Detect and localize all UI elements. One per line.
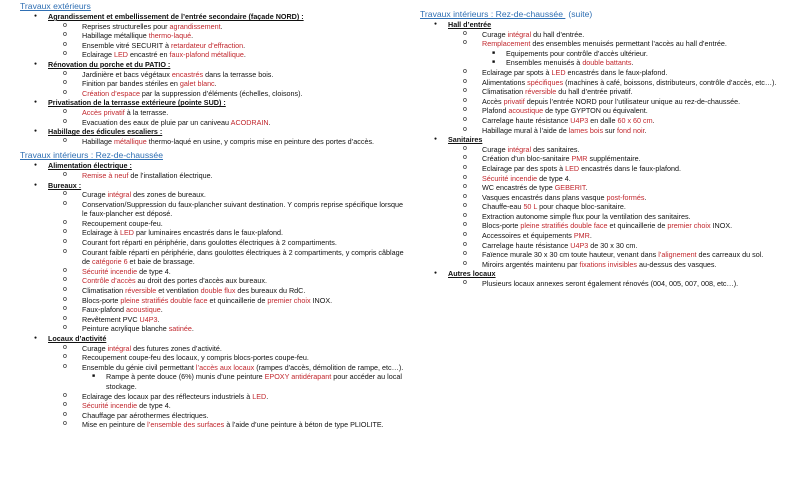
- text-segment: .: [652, 115, 655, 125]
- highlighted-text: GEBERIT: [554, 183, 586, 193]
- section-title-suffix: (suite): [568, 9, 593, 19]
- highlighted-text: l’ensemble des surfaces: [147, 420, 225, 430]
- text-segment: Extraction autonome simple flux pour la ventilation des sanitaires.: [482, 211, 691, 221]
- text-segment: Eclairage par spots à: [482, 67, 552, 77]
- list-item: [420, 279, 795, 289]
- highlighted-text: retardateur d’effraction: [170, 40, 244, 50]
- subsection: [20, 127, 405, 146]
- highlighted-text: acoustique: [125, 305, 161, 315]
- list-item: [420, 212, 795, 222]
- list-item: [20, 248, 405, 267]
- subsection: [20, 334, 405, 430]
- highlighted-text: PMR: [571, 154, 588, 164]
- text-segment: .: [214, 79, 217, 89]
- highlighted-text: double flux: [200, 286, 236, 296]
- text-segment: des ensembles menuisés permettant l’accès au hall d’entrée.: [530, 39, 727, 49]
- highlighted-text: Remise à neuf: [82, 170, 129, 180]
- highlighted-text: LED: [252, 391, 267, 401]
- highlighted-text: encastrés: [171, 69, 204, 79]
- highlighted-text: l’accès aux locaux: [195, 362, 255, 372]
- text-segment: Conservation/Suppression du faux-plancher suivant destination. Y compris reprise spécifique lorsque le faux-plancher est déposé.: [82, 199, 403, 219]
- text-segment: Habillage mural à l’aide de: [482, 125, 569, 135]
- text-segment: Vasques encastrés dans plans vasque: [482, 192, 607, 202]
- list-item: [20, 411, 405, 421]
- text-segment: Eclairage par des spots à: [482, 163, 566, 173]
- text-segment: Blocs-porte: [82, 295, 121, 305]
- item-list: [420, 279, 795, 289]
- list-item: [420, 106, 795, 116]
- text-segment: Recoupement coupe-feu des locaux, y compris blocs-portes coupe-feu.: [82, 353, 309, 363]
- item-list: [20, 190, 405, 334]
- text-segment: Ensemble du génie civil permettant: [82, 362, 196, 372]
- text-segment: par la suppression d’éléments (échelles, cloisons).: [139, 88, 303, 98]
- list-item: [20, 137, 405, 147]
- list-item: [20, 315, 405, 325]
- text-segment: et baie de brassage.: [127, 257, 195, 267]
- list-item: [420, 116, 795, 126]
- subsection-heading: ● Autres locaux: [420, 269, 795, 279]
- section-title-text: Travaux intérieurs : Rez-de-chaussée: [420, 9, 563, 19]
- text-segment: thermo-laqué en usine, y compris mise en peinture des portes d’accès.: [146, 136, 375, 146]
- subsection-heading: ● Habillage des édicules escaliers :: [20, 127, 405, 137]
- list-item: [20, 22, 405, 32]
- highlighted-text: fond noir: [617, 125, 645, 135]
- text-segment: (machines à café, boissons, distributeurs, contrôle d’accès, etc…).: [563, 77, 777, 87]
- text-segment: de type 4.: [137, 266, 171, 276]
- text-segment: de type 4.: [137, 401, 171, 411]
- text-segment: Curage: [482, 29, 508, 39]
- list-item: [20, 219, 405, 229]
- nested-list-item: [420, 49, 795, 59]
- text-segment: .: [644, 192, 647, 202]
- text-segment: Jardinière et bacs végétaux: [82, 69, 172, 79]
- subsection-heading: ● Hall d’entrée: [420, 20, 795, 30]
- highlighted-text: intégral: [507, 29, 532, 39]
- highlighted-text: fixations invisibles: [579, 259, 638, 269]
- list-item: [20, 50, 405, 60]
- text-segment: Carrelage haute résistance: [482, 115, 571, 125]
- text-segment: pour chaque bloc-sanitaire.: [537, 202, 626, 212]
- nested-item-list: [420, 49, 795, 68]
- text-segment: Blocs-porte: [482, 221, 521, 231]
- list-item: [20, 228, 405, 238]
- highlighted-text: Sécurité incendie: [82, 266, 138, 276]
- item-list: [20, 22, 405, 60]
- subsection-heading: ● Sanitaires: [420, 135, 795, 145]
- highlighted-text: EPOXY antidérapant: [264, 372, 332, 382]
- highlighted-text: galet blanc: [179, 79, 215, 89]
- text-segment: Ensemble vitré SECURIT à: [82, 40, 171, 50]
- nested-list-item: [420, 58, 795, 68]
- text-segment: du hall d’entrée.: [531, 29, 585, 39]
- highlighted-text: métallique: [113, 136, 147, 146]
- text-segment: Alimentations: [482, 77, 528, 87]
- list-item: [20, 324, 405, 334]
- text-segment: .: [644, 125, 647, 135]
- text-segment: Mise en peinture de: [82, 420, 148, 430]
- list-item: [20, 353, 405, 363]
- text-segment: des futures zones d’activité.: [131, 343, 222, 353]
- highlighted-text: ACODRAIN: [230, 117, 269, 127]
- text-segment: .: [631, 58, 634, 68]
- text-segment: Courant faible réparti en périphérie, dans goulottes électriques à 2 compartiments, y compris câblage de: [82, 247, 404, 267]
- highlighted-text: Accès privatif: [82, 107, 125, 117]
- list-item: [420, 250, 795, 260]
- section-title-exterior: Travaux extérieurs: [20, 1, 91, 11]
- list-item: [420, 126, 795, 136]
- text-segment: de type 4.: [537, 173, 571, 183]
- list-item: [20, 420, 405, 430]
- item-list: [20, 344, 405, 430]
- text-segment: Habillage: [82, 136, 114, 146]
- highlighted-text: premier choix: [267, 295, 311, 305]
- text-segment: à l’aide d’une peinture à béton de type PLIOLITE.: [224, 420, 384, 430]
- subsection: [420, 135, 795, 269]
- section-title-interior: Travaux intérieurs : Rez-de-chaussée: [20, 150, 163, 161]
- list-item: [20, 286, 405, 296]
- highlighted-text: pleine stratifiés double face: [520, 221, 608, 231]
- highlighted-text: Contrôle d’accès: [82, 276, 136, 286]
- text-segment: .: [157, 314, 160, 324]
- text-segment: Revêtement PVC: [82, 314, 140, 324]
- text-segment: Curage: [482, 144, 508, 154]
- list-item: [20, 344, 405, 354]
- text-segment: encastrés dans le faux-plafond.: [579, 163, 681, 173]
- text-segment: supplémentaire.: [587, 154, 641, 164]
- highlighted-text: intégral: [107, 190, 132, 200]
- highlighted-text: réversible: [525, 87, 557, 97]
- text-segment: des sanitaires.: [531, 144, 580, 154]
- section-title-interior-continued: [420, 9, 795, 20]
- text-segment: et quincaillerie de: [207, 295, 268, 305]
- text-segment: de type GYPTON ou équivalent.: [543, 106, 648, 116]
- list-item: [420, 164, 795, 174]
- text-segment: des bureaux du RdC.: [235, 286, 306, 296]
- list-item: [20, 31, 405, 41]
- text-segment: de 30 x 30 cm.: [588, 240, 638, 250]
- text-segment: INOX.: [710, 221, 733, 231]
- highlighted-text: pleine stratifiés double face: [120, 295, 208, 305]
- subsection-heading: ● Locaux d’activité: [20, 334, 405, 344]
- nested-item-list: [20, 372, 405, 391]
- text-segment: encastré en: [127, 50, 170, 60]
- highlighted-text: LED: [565, 163, 580, 173]
- text-segment: .: [243, 40, 246, 50]
- text-segment: Evacuation des eaux de pluie par un caniveau: [82, 117, 231, 127]
- list-item: [420, 87, 795, 97]
- list-item: [20, 41, 405, 51]
- item-list: [420, 145, 795, 270]
- highlighted-text: U4P3: [139, 314, 158, 324]
- subsection: [20, 60, 405, 98]
- list-item: [420, 145, 795, 155]
- text-segment: (rampes d’accès, démolition de rampe, etc…).: [254, 362, 404, 372]
- list-item: [420, 260, 795, 270]
- highlighted-text: intégral: [507, 144, 532, 154]
- text-segment: Chauffage par aérothermes électriques.: [82, 410, 209, 420]
- text-segment: depuis l’entrée NORD pour l’utilisateur unique au rez-de-chaussée.: [524, 96, 741, 106]
- subsection-heading: ● Rénovation du porche et du PATIO :: [20, 60, 405, 70]
- subsection: [20, 161, 405, 180]
- item-list: [20, 137, 405, 147]
- text-segment: dans la terrasse bois.: [203, 69, 274, 79]
- highlighted-text: Sécurité incendie: [482, 173, 538, 183]
- left-column: [20, 0, 405, 430]
- text-segment: sur: [603, 125, 618, 135]
- text-segment: Faux-plafond: [82, 305, 126, 315]
- highlighted-text: réversible: [125, 286, 157, 296]
- text-segment: à la terrasse.: [124, 107, 169, 117]
- text-segment: des zones de bureaux.: [131, 190, 206, 200]
- list-item: [420, 39, 795, 49]
- list-item: [420, 154, 795, 164]
- text-segment: au droit des portes d’accès aux bureaux.: [135, 276, 267, 286]
- highlighted-text: double battants: [582, 58, 632, 68]
- highlighted-text: LED: [119, 228, 134, 238]
- text-segment: Chauffe-eau: [482, 202, 524, 212]
- list-item: [20, 200, 405, 219]
- text-segment: des carreaux du sol.: [696, 250, 764, 260]
- nested-list-item: [20, 372, 405, 391]
- list-item: [420, 231, 795, 241]
- text-segment: Finition par bandes stériles en: [82, 79, 180, 89]
- list-item: [420, 174, 795, 184]
- highlighted-text: l’alignement: [658, 250, 697, 260]
- text-segment: Peinture acrylique blanche: [82, 324, 169, 334]
- text-segment: Curage: [82, 343, 108, 353]
- list-item: [20, 363, 405, 373]
- text-segment: Plafond: [482, 106, 509, 116]
- text-segment: Accès: [482, 96, 504, 106]
- text-segment: au-dessus des vasques.: [637, 259, 717, 269]
- list-item: [20, 70, 405, 80]
- highlighted-text: post-formés: [606, 192, 645, 202]
- text-segment: et ventilation: [156, 286, 201, 296]
- text-segment: Miroirs argentés maintenu par: [482, 259, 580, 269]
- list-item: [20, 267, 405, 277]
- text-segment: .: [266, 391, 269, 401]
- text-segment: en dalle: [588, 115, 618, 125]
- text-segment: .: [160, 305, 163, 315]
- highlighted-text: Remplacement: [482, 39, 531, 49]
- text-segment: Accessoires et équipements: [482, 231, 574, 241]
- text-segment: Recoupement coupe-feu.: [82, 218, 163, 228]
- list-item: [20, 276, 405, 286]
- list-item: [20, 118, 405, 128]
- subsection: [20, 12, 405, 60]
- text-segment: et quincaillerie de: [607, 221, 668, 231]
- list-item: [20, 238, 405, 248]
- highlighted-text: agrandissement: [169, 21, 221, 31]
- list-item: [420, 193, 795, 203]
- subsection: [20, 181, 405, 335]
- highlighted-text: satinée: [168, 324, 192, 334]
- right-column: [420, 0, 795, 289]
- item-list: [20, 171, 405, 181]
- item-list: [420, 30, 795, 136]
- text-segment: Rampe à pente douce (6%) munis d’une peinture: [106, 372, 265, 382]
- list-item: [20, 392, 405, 402]
- text-segment: Climatisation: [482, 87, 526, 97]
- text-segment: INOX.: [310, 295, 333, 305]
- text-segment: WC encastrés de type: [482, 183, 555, 193]
- list-item: [420, 78, 795, 88]
- text-segment: Eclairage: [82, 50, 114, 60]
- list-item: [420, 97, 795, 107]
- highlighted-text: faux-plafond métallique: [169, 50, 244, 60]
- text-segment: Habillage métallique: [82, 31, 149, 41]
- highlighted-text: spécifiques: [527, 77, 564, 87]
- subsection: [20, 98, 405, 127]
- subsection: [420, 269, 795, 288]
- interior-continued-list: [420, 20, 795, 289]
- subsection-heading: ● Agrandissement et embellissement de l’entrée secondaire (façade NORD) :: [20, 12, 405, 22]
- text-segment: Carrelage haute résistance: [482, 240, 571, 250]
- text-segment: .: [243, 50, 246, 60]
- list-item: [20, 89, 405, 99]
- highlighted-text: LED: [113, 50, 128, 60]
- text-segment: Reprises structurelles pour: [82, 21, 170, 31]
- text-segment: encastrés dans le faux-plafond.: [565, 67, 668, 77]
- text-segment: Eclairage des locaux par des réflecteurs industriels à: [82, 391, 253, 401]
- text-segment: Courant fort réparti en périphérie, dans goulottes électriques à 2 compartiments.: [82, 238, 337, 248]
- list-item: [20, 305, 405, 315]
- exterior-works-list: [20, 12, 405, 146]
- item-list: [20, 108, 405, 127]
- subsection-heading: ● Bureaux :: [20, 181, 405, 191]
- highlighted-text: LED: [551, 67, 566, 77]
- list-item: [20, 79, 405, 89]
- subsection-heading: ● Privatisation de la terrasse extérieure (pointe SUD) :: [20, 98, 405, 108]
- text-segment: Curage: [82, 190, 108, 200]
- list-item: [20, 190, 405, 200]
- text-segment: du hall d’entrée privatif.: [556, 87, 633, 97]
- list-item: [20, 108, 405, 118]
- text-segment: de l’installation électrique.: [128, 170, 213, 180]
- list-item: [420, 241, 795, 251]
- subsection: [420, 20, 795, 135]
- text-segment: Ensembles menuisés à: [506, 58, 583, 68]
- text-segment: Climatisation: [82, 286, 126, 296]
- text-segment: .: [589, 231, 592, 241]
- highlighted-text: U4P3: [570, 115, 589, 125]
- list-item: [420, 68, 795, 78]
- highlighted-text: acoustique: [508, 106, 544, 116]
- highlighted-text: PMR: [573, 231, 590, 241]
- subsection-heading: ● Alimentation électrique :: [20, 161, 405, 171]
- text-segment: Création d’un bloc-sanitaire: [482, 154, 572, 164]
- text-segment: .: [191, 324, 194, 334]
- highlighted-text: lames bois: [568, 125, 604, 135]
- text-segment: Eclairage à: [82, 228, 120, 238]
- interior-works-list: [20, 161, 405, 430]
- highlighted-text: intégral: [107, 343, 132, 353]
- text-segment: pour accéder au local stockage.: [106, 372, 402, 391]
- text-segment: .: [585, 183, 588, 193]
- text-segment: Plusieurs locaux annexes seront également rénovés (004, 005, 007, 008, etc…).: [482, 279, 739, 289]
- list-item: [420, 183, 795, 193]
- text-segment: .: [220, 21, 223, 31]
- highlighted-text: Création d’espace: [82, 88, 140, 98]
- list-item: [420, 221, 795, 231]
- list-item: [420, 30, 795, 40]
- text-segment: Faïence murale 30 x 30 cm toute hauteur, venant dans: [482, 250, 659, 260]
- item-list: [20, 70, 405, 99]
- highlighted-text: 60 x 60 cm: [617, 115, 653, 125]
- list-item: [20, 171, 405, 181]
- text-segment: .: [268, 117, 271, 127]
- highlighted-text: thermo-laqué: [148, 31, 192, 41]
- highlighted-text: premier choix: [667, 221, 711, 231]
- list-item: [20, 401, 405, 411]
- list-item: [420, 202, 795, 212]
- highlighted-text: U4P3: [570, 240, 589, 250]
- highlighted-text: catégorie 6: [92, 257, 128, 267]
- highlighted-text: Sécurité incendie: [82, 401, 138, 411]
- highlighted-text: privatif: [503, 96, 525, 106]
- text-segment: .: [191, 31, 194, 41]
- highlighted-text: 50 L: [523, 202, 538, 212]
- text-segment: Equipements pour contrôle d’accès ultérieur.: [506, 48, 648, 58]
- list-item: [20, 296, 405, 306]
- text-segment: par luminaires encastrés dans le faux-plafond.: [133, 228, 283, 238]
